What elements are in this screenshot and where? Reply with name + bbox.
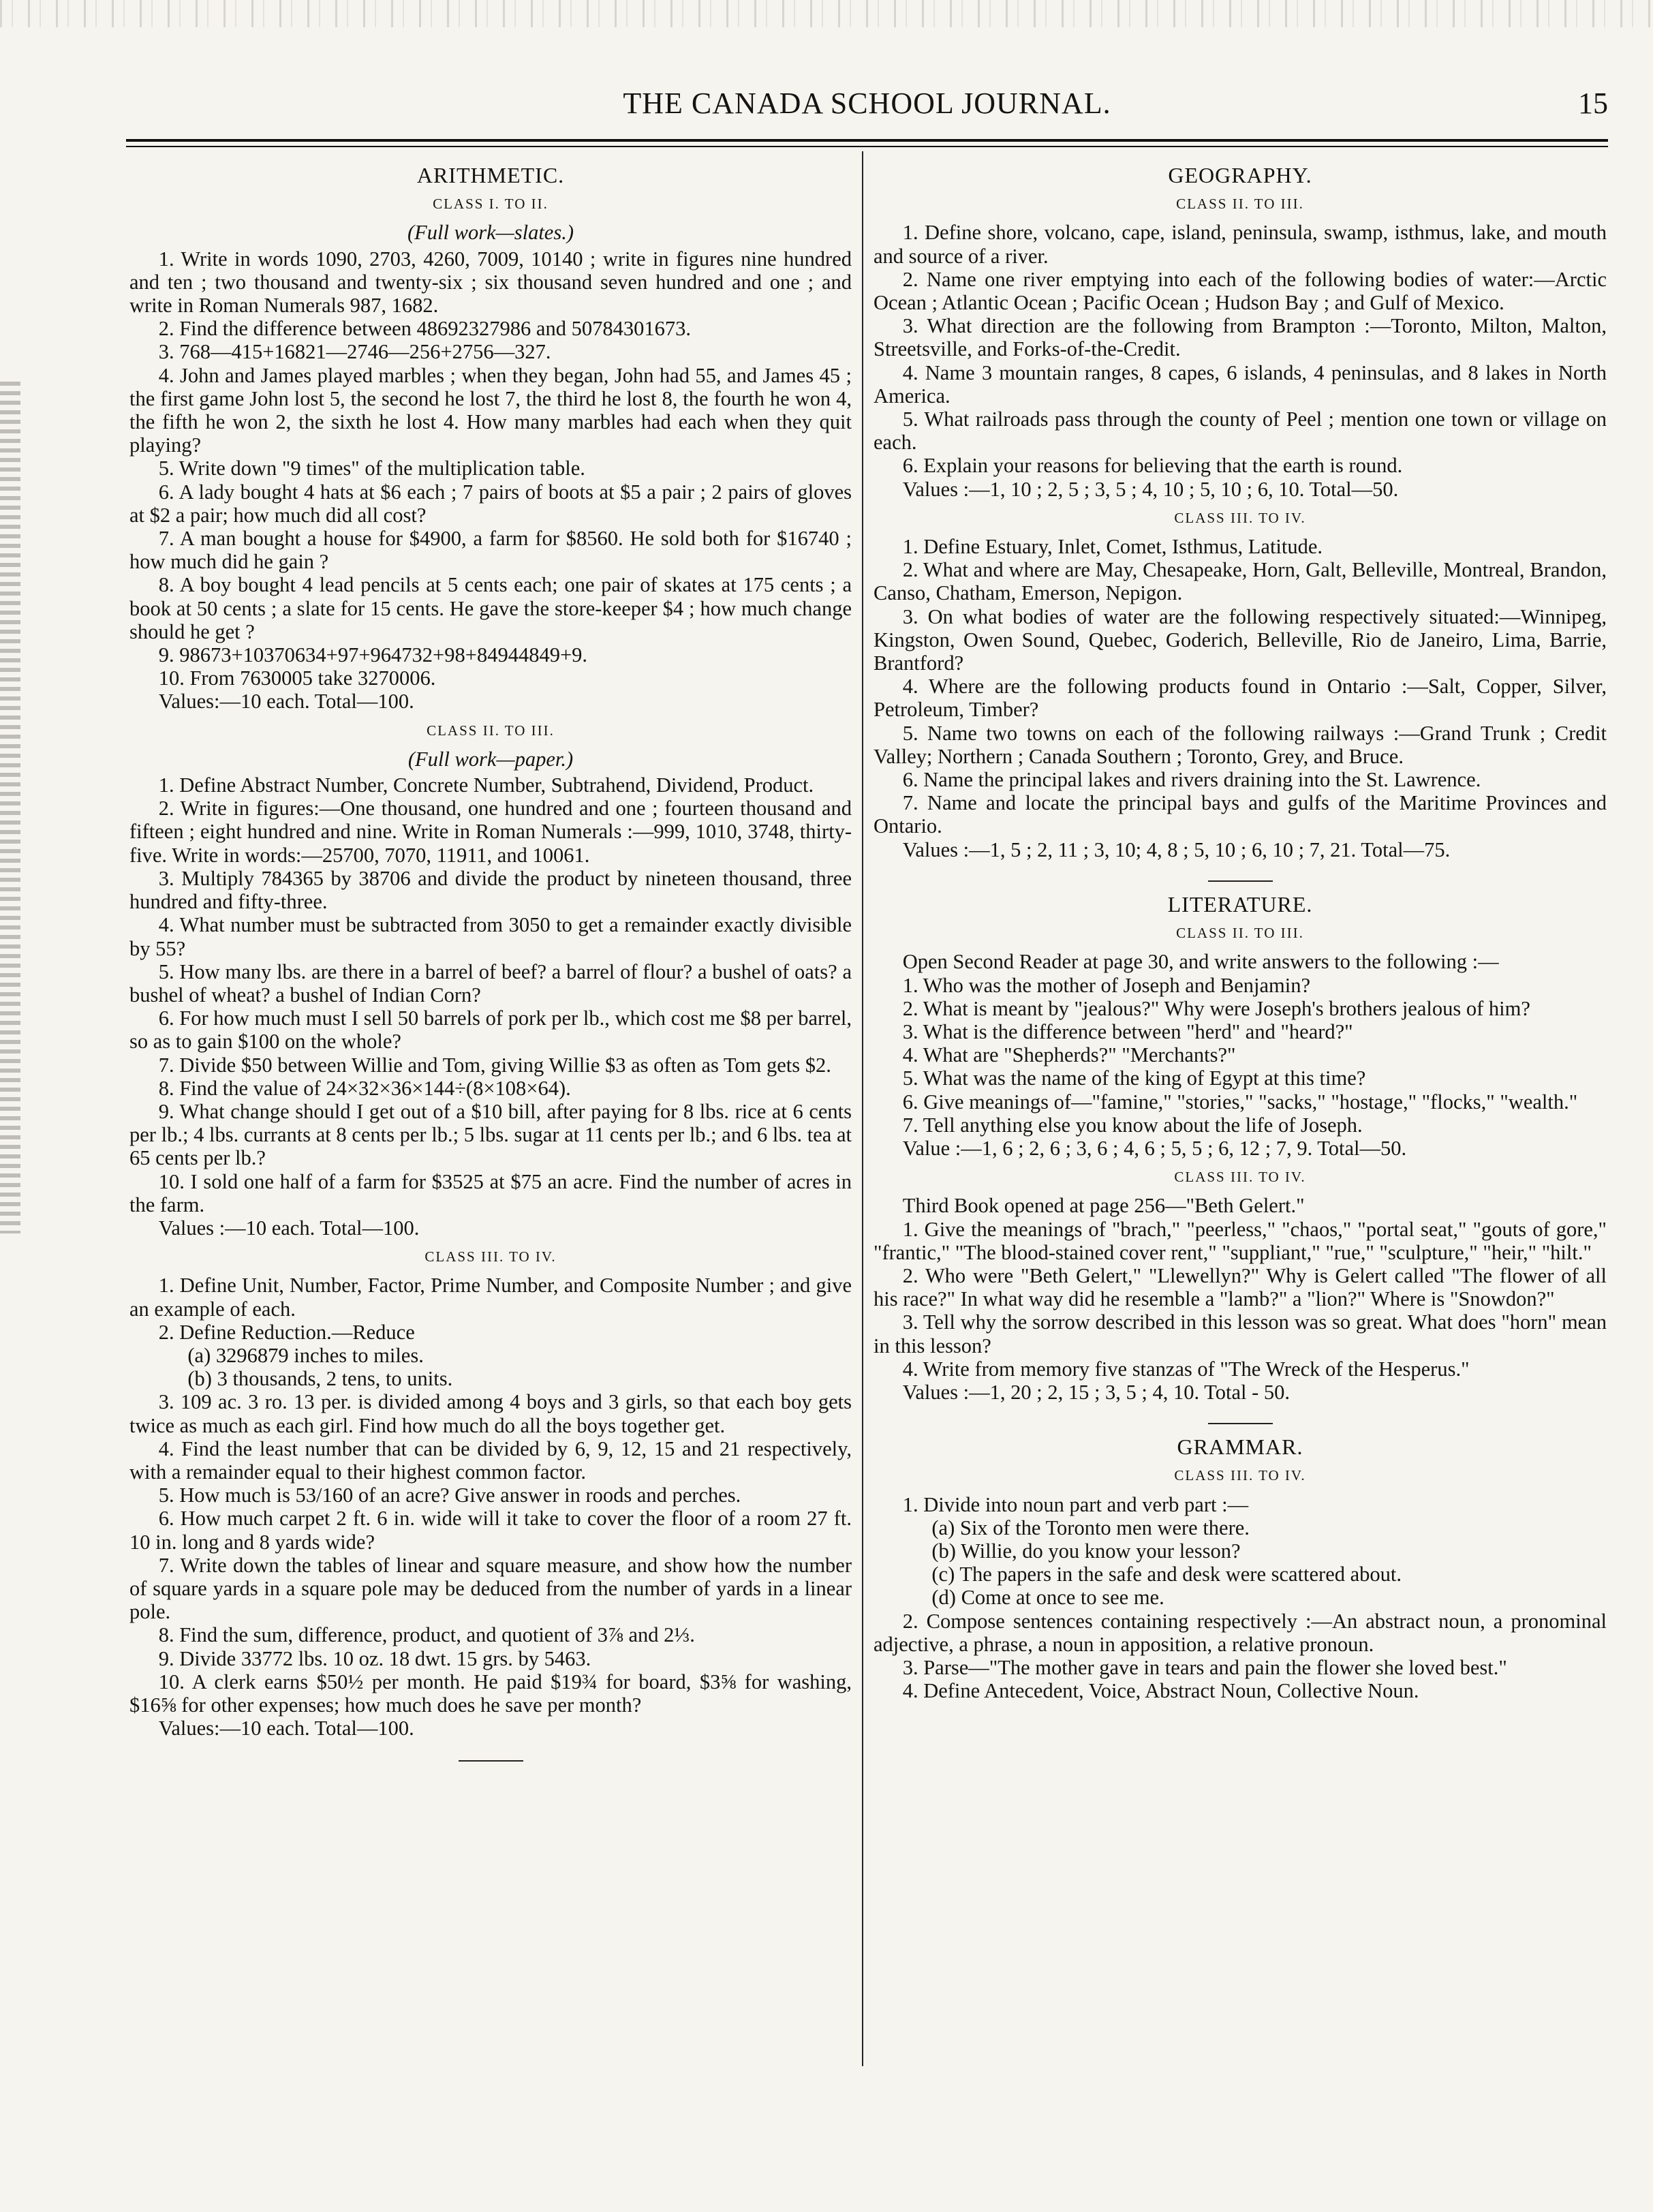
question: 2. Compose sentences containing respectively :—An abstract noun, a pronominal adjective, a phrase, a noun in apposition, a relative pronoun. <box>874 1609 1607 1656</box>
question: 4. Where are the following products found in Ontario :—Salt, Copper, Silver, Petroleum, Timber? <box>874 675 1607 722</box>
question: 1. Define shore, volcano, cape, island, peninsula, swamp, isthmus, lake, and mouth and source of a river. <box>874 221 1607 268</box>
question: 1. Who was the mother of Joseph and Benjamin? <box>902 973 1310 997</box>
question: 6. For how much must I sell 50 barrels of pork per lb., which cost me $8 per barrel, so as to gain $100 on the whole? <box>129 1007 852 1054</box>
sub-question: (b) Willie, do you know your lesson? <box>931 1539 1241 1563</box>
question: 4. What number must be subtracted from 3050 to get a remainder exactly divisible by 55? <box>129 913 852 960</box>
question: 7. Tell anything else you know about the life of Joseph. <box>902 1113 1363 1137</box>
question: 1. Define Estuary, Inlet, Comet, Isthmus, Latitude. <box>902 535 1323 559</box>
question: 7. A man bought a house for $4900, a farm for $8560. He sold both for $16740 ; how much did he gain ? <box>129 527 852 574</box>
question: 8. Find the sum, difference, product, and quotient of 3⅞ and 2⅓. <box>158 1623 695 1647</box>
grammar-title: GRAMMAR. <box>1177 1434 1303 1460</box>
section-divider <box>1208 880 1273 882</box>
question: 2. Define Reduction.—Reduce <box>158 1320 415 1344</box>
values-line: Values:—10 each. Total—100. <box>158 1717 414 1740</box>
literature-class3-head: CLASS III. TO IV. <box>1174 1169 1306 1186</box>
header-rule-thin <box>126 146 1608 147</box>
question: 7. Name and locate the principal bays and gulfs of the Maritime Provinces and Ontario. <box>874 791 1607 838</box>
arithmetic-class2-sub: (Full work—paper.) <box>407 747 574 771</box>
sub-question: (a) Six of the Toronto men were there. <box>931 1516 1250 1539</box>
values-line: Values:—10 each. Total—100. <box>158 690 414 713</box>
question: 1. Write in words 1090, 2703, 4260, 7009, 10140 ; write in figures nine hundred and ten ; two thousand and twenty-six ; six thousand seven hundred and one ; and write in Roman Numerals 987, 1682. <box>129 247 852 318</box>
question: 4. Write from memory five stanzas of "The Wreck of the Hesperus." <box>902 1357 1470 1381</box>
journal-title: THE CANADA SCHOOL JOURNAL. <box>623 87 1111 120</box>
arithmetic-class2-head: CLASS II. TO III. <box>427 722 555 739</box>
values-line: Values :—1, 10 ; 2, 5 ; 3, 5 ; 4, 10 ; 5, 10 ; 6, 10. Total—50. <box>902 477 1399 501</box>
question: 2. What and where are May, Chesapeake, Horn, Galt, Belleville, Montreal, Brandon, Canso, Chatham, Emerson, Nepigon. <box>874 558 1607 605</box>
header-rule-thick <box>126 139 1608 142</box>
question: 1. Divide into noun part and verb part :— <box>902 1492 1249 1516</box>
question: 4. Define Antecedent, Voice, Abstract Noun, Collective Noun. <box>902 1679 1419 1703</box>
question: 1. Give the meanings of "brach," "peerless," "chaos," "portal seat," "gouts of gore," "frantic," "The blood-stained cover rent," "suppliant," "rue," "sculpture," "heir," "hilt." <box>874 1217 1607 1264</box>
question: 5. How many lbs. are there in a barrel of beef? a barrel of flour? a bushel of oats? a bushel of wheat? a bushel of Indian Corn? <box>129 959 852 1007</box>
question: 3. What is the difference between "herd" and "heard?" <box>902 1019 1353 1043</box>
question: 10. A clerk earns $50½ per month. He paid $19¾ for board, $3⅝ for washing, $16⅝ for other expenses; how much does he save per month? <box>129 1670 852 1717</box>
question: 3. Multiply 784365 by 38706 and divide the product by nineteen thousand, three hundred and fifty-three. <box>129 866 852 914</box>
literature-class2-head: CLASS II. TO III. <box>1176 925 1304 942</box>
arithmetic-class1-head: CLASS I. TO II. <box>433 196 549 213</box>
intro-line: Third Book opened at page 256—"Beth Gelert." <box>902 1194 1305 1218</box>
question: 2. Find the difference between 48692327986 and 50784301673. <box>158 317 691 341</box>
question: 3. Parse—"The mother gave in tears and pain the flower she loved best." <box>902 1655 1507 1679</box>
question: 5. What railroads pass through the county of Peel ; mention one town or village on each. <box>874 408 1607 455</box>
column-divider <box>862 151 863 2066</box>
question: 2. What is meant by "jealous?" Why were Joseph's brothers jealous of him? <box>902 996 1530 1020</box>
question: 10. From 7630005 take 3270006. <box>158 666 436 690</box>
question: 9. Divide 33772 lbs. 10 oz. 18 dwt. 15 grs. by 5463. <box>158 1646 591 1670</box>
geography-class2-head: CLASS II. TO III. <box>1176 196 1304 213</box>
question: 9. What change should I get out of a $10 bill, after paying for 8 lbs. rice at 6 cents per lb.; 4 lbs. currants at 8 cents per lb.; 5 lbs. sugar at 11 cents per lb.; and 6 lbs. tea at 65 cents per lb.? <box>129 1099 852 1170</box>
arithmetic-class3-head: CLASS III. TO IV. <box>424 1248 557 1265</box>
left-column <box>129 161 852 1762</box>
scan-artifact-top <box>0 0 1653 27</box>
page-header <box>126 86 1608 127</box>
question: 4. Find the least number that can be divided by 6, 9, 12, 15 and 21 respectively, with a remainder equal to their highest common factor. <box>129 1437 852 1484</box>
sub-question: (d) Come at once to see me. <box>931 1586 1164 1610</box>
question: 5. How much is 53/160 of an acre? Give answer in roods and perches. <box>158 1484 741 1507</box>
geography-class3-head: CLASS III. TO IV. <box>1174 509 1306 526</box>
question: 2. Name one river emptying into each of the following bodies of water:—Arctic Ocean ; Atlantic Ocean ; Pacific Ocean ; Hudson Bay ; and Gulf of Mexico. <box>874 267 1607 315</box>
question: 3. On what bodies of water are the following respectively situated:—Winnipeg, Kingston, Owen Sound, Quebec, Goderich, Belleville, Rio de Janeiro, Lima, Barrie, Brantford? <box>874 604 1607 675</box>
question: 4. Name 3 mountain ranges, 8 capes, 6 islands, 4 peninsulas, and 8 lakes in North America. <box>874 360 1607 408</box>
question: 6. A lady bought 4 hats at $6 each ; 7 pairs of boots at $5 a pair ; 2 pairs of gloves at $2 a pair; how much did all cost? <box>129 480 852 527</box>
question: 8. A boy bought 4 lead pencils at 5 cents each; one pair of skates at 175 cents ; a book at 50 cents ; a slate for 15 cents. He gave the store-keeper $4 ; how much change should he get ? <box>129 573 852 643</box>
values-line: Values :—10 each. Total—100. <box>158 1216 420 1240</box>
question: 7. Divide $50 between Willie and Tom, giving Willie $3 as often as Tom gets $2. <box>158 1053 831 1077</box>
question: 3. What direction are the following from Brampton :—Toronto, Milton, Malton, Streetsville, and Forks-of-the-Credit. <box>874 314 1607 361</box>
question: 3. 768—415+16821—2746—256+2756—327. <box>158 340 551 364</box>
values-line: Values :—1, 20 ; 2, 15 ; 3, 5 ; 4, 10. Total - 50. <box>902 1380 1290 1404</box>
question: 1. Define Abstract Number, Concrete Number, Subtrahend, Dividend, Product. <box>158 773 814 797</box>
question: 3. 109 ac. 3 ro. 13 per. is divided among 4 boys and 3 girls, so that each boy gets twice as much as each girl. Find how much do all the boys together get. <box>129 1390 852 1437</box>
question: 6. Name the principal lakes and rivers draining into the St. Lawrence. <box>902 768 1481 792</box>
question: 4. John and James played marbles ; when they began, John had 55, and James 45 ; the first game John lost 5, the second he lost 7, the third he lost 8, the fourth he won 4, the fifth he won 2, the sixth he lost 4. How many marbles had each when they quit playing? <box>129 363 852 457</box>
question: 9. 98673+10370634+97+964732+98+84944849+9. <box>158 643 588 667</box>
question: 3. Tell why the sorrow described in this lesson was so great. What does "horn" mean in this lesson? <box>874 1310 1607 1357</box>
question: 8. Find the value of 24×32×36×144÷(8×108×64). <box>158 1076 571 1100</box>
question: 1. Define Unit, Number, Factor, Prime Number, and Composite Number ; and give an example of each. <box>129 1274 852 1321</box>
arithmetic-class1-sub: (Full work—slates.) <box>407 221 574 245</box>
question: 4. What are "Shepherds?" "Merchants?" <box>902 1043 1236 1067</box>
question: 10. I sold one half of a farm for $3525 at $75 an acre. Find the number of acres in the farm. <box>129 1169 852 1216</box>
sub-question: (a) 3296879 inches to miles. <box>187 1343 424 1367</box>
question: 2. Who were "Beth Gelert," "Llewellyn?" Why is Gelert called "The flower of all his race?" In what way did he resemble a "lamb?" a "lion?" Where is "Snowdon?" <box>874 1263 1607 1311</box>
question: 5. Write down "9 times" of the multiplication table. <box>158 457 585 480</box>
question: 6. Give meanings of—"famine," "stories," "sacks," "hostage," "flocks," "wealth." <box>902 1090 1578 1113</box>
question: 5. Name two towns on each of the following railways :—Grand Trunk ; Credit Valley; Northern ; Canada Southern ; Toronto, Grey, and Bruce. <box>874 721 1607 768</box>
question: 2. Write in figures:—One thousand, one hundred and one ; fourteen thousand and fifteen ; eight hundred and nine. Write in Roman Numerals :—999, 1010, 3748, thirty-five. Write in words:—25700, 7070, 11911, and 10061. <box>129 797 852 867</box>
scan-artifact-left-edge <box>0 382 20 1233</box>
geography-title: GEOGRAPHY. <box>1168 163 1312 187</box>
grammar-class3-head: CLASS III. TO IV. <box>1174 1467 1306 1484</box>
values-line: Value :—1, 6 ; 2, 6 ; 3, 6 ; 4, 6 ; 5, 5 ; 6, 12 ; 7, 9. Total—50. <box>902 1136 1407 1160</box>
arithmetic-title: ARITHMETIC. <box>416 163 565 187</box>
right-column <box>874 161 1607 1702</box>
question: 6. Explain your reasons for believing that the earth is round. <box>902 454 1403 478</box>
question: 5. What was the name of the king of Egypt at this time? <box>902 1066 1366 1090</box>
literature-title: LITERATURE. <box>1167 891 1313 917</box>
section-divider <box>459 1760 523 1762</box>
question: 6. How much carpet 2 ft. 6 in. wide will it take to cover the floor of a room 27 ft. 10 in. long and 8 yards wide? <box>129 1507 852 1554</box>
question: 7. Write down the tables of linear and square measure, and show how the number of square yards in a square pole may be deduced from the number of yards in a linear pole. <box>129 1553 852 1624</box>
page-number: 15 <box>1578 87 1608 120</box>
sub-question: (b) 3 thousands, 2 tens, to units. <box>187 1367 453 1391</box>
values-line: Values :—1, 5 ; 2, 11 ; 3, 10; 4, 8 ; 5, 10 ; 6, 10 ; 7, 21. Total—75. <box>902 838 1451 861</box>
sub-question: (c) The papers in the safe and desk were scattered about. <box>931 1563 1402 1586</box>
section-divider <box>1208 1423 1273 1424</box>
intro-line: Open Second Reader at page 30, and write answers to the following :— <box>902 950 1499 974</box>
